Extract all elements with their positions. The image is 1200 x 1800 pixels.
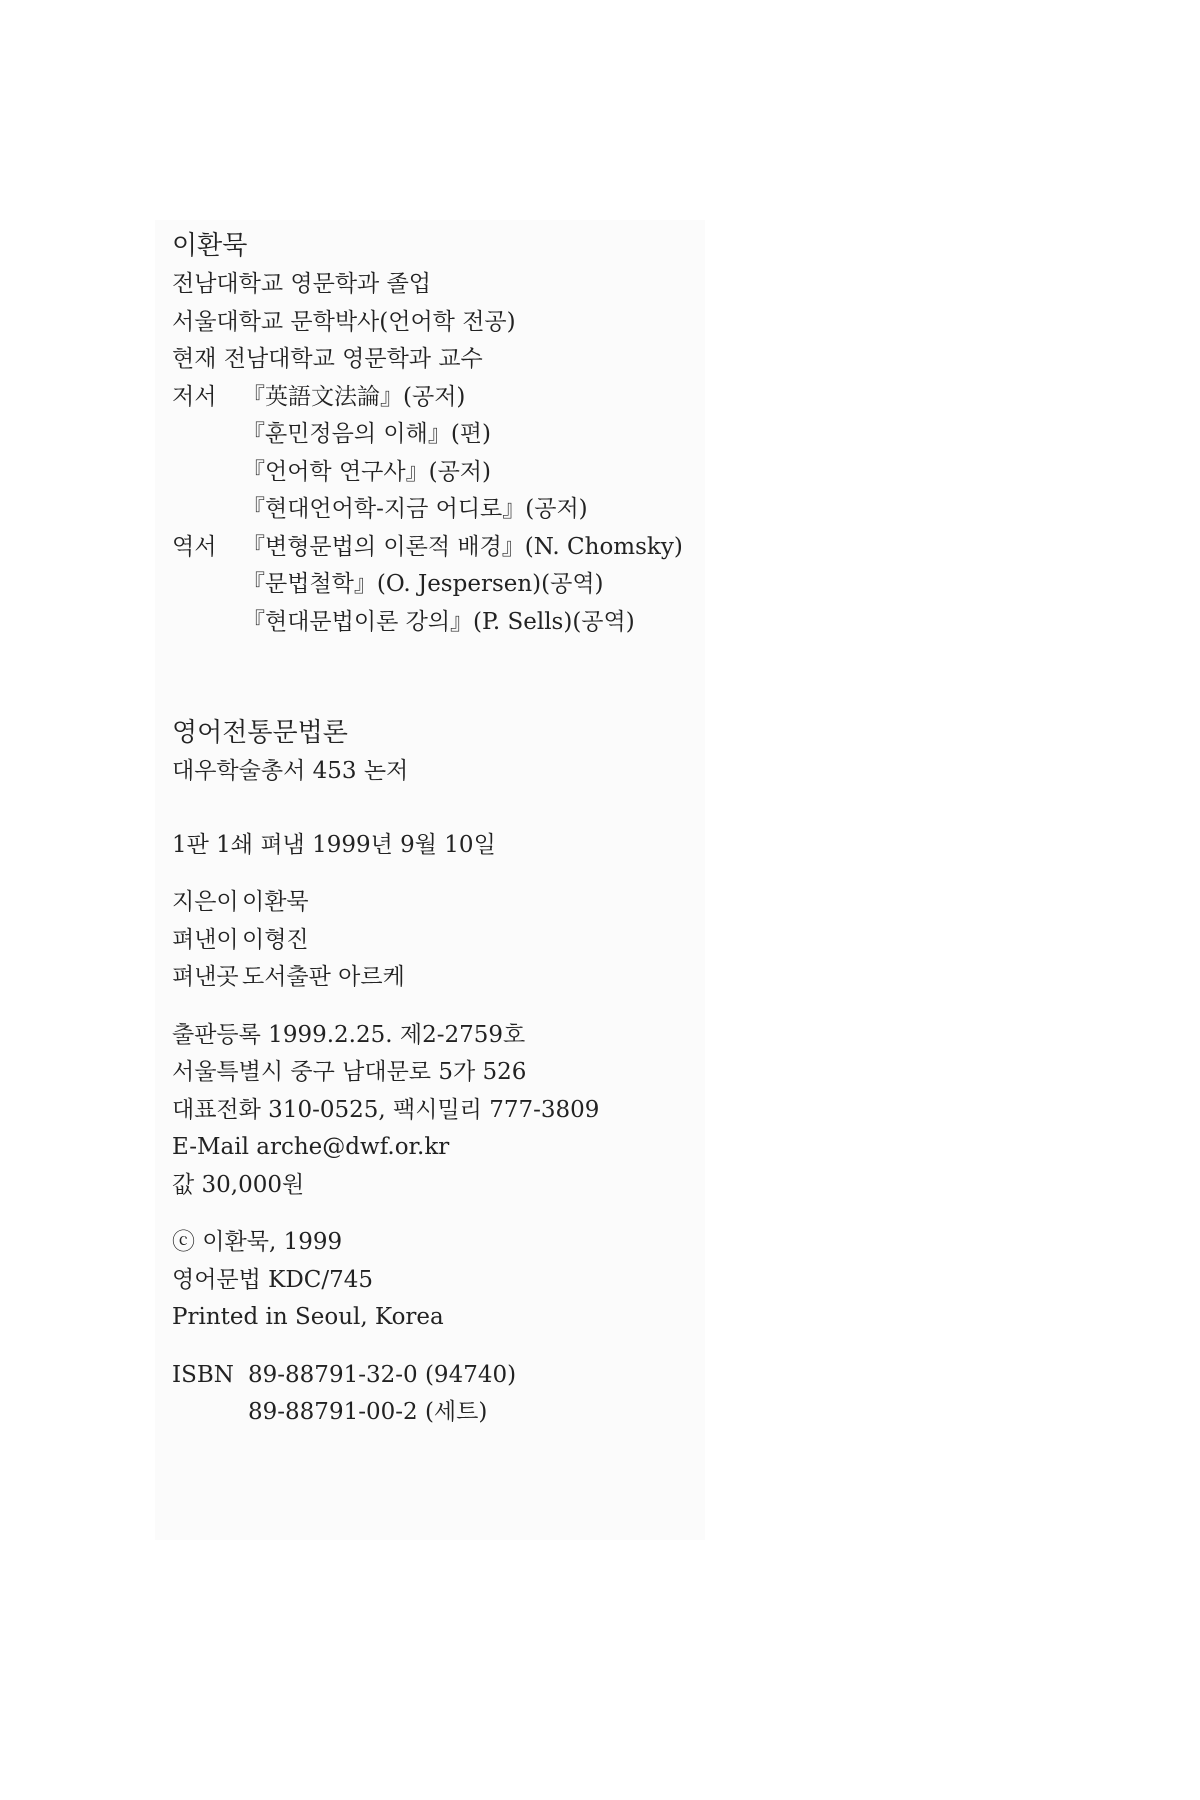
email-line: E-Mail arche@dwf.or.kr (172, 1134, 450, 1160)
author-block (172, 226, 732, 641)
author-bio-line: 현재 전남대학교 영문학과 교수 (172, 346, 483, 372)
isbn-block (172, 1357, 732, 1432)
credit-value: 이형진 (242, 926, 309, 953)
work-item: 『현대언어학-지금 어디로』(공저) (242, 496, 588, 522)
address-line: 서울특별시 중구 남대문로 5가 526 (172, 1059, 527, 1085)
spacer (172, 641, 732, 713)
credits-block (172, 884, 732, 997)
translations-label: 역서 (172, 533, 217, 560)
price-line: 값 30,000원 (172, 1171, 305, 1198)
isbn-value: 89-88791-00-2 (세트) (248, 1399, 488, 1425)
works-label: 저서 (172, 383, 217, 410)
book-series: 대우학술총서 453 논저 (172, 758, 409, 784)
credit-label: 지은이 (172, 889, 239, 915)
copyright-block (172, 1224, 732, 1337)
classification-line: 영어문법 KDC/745 (172, 1266, 374, 1293)
translation-item: 『문법철학』(O. Jespersen)(공역) (242, 571, 604, 597)
colophon (172, 226, 732, 1432)
isbn-label-spacer (172, 1394, 248, 1432)
work-item: 『英語文法論』(공저) (242, 383, 466, 410)
translation-item: 『변형문법의 이론적 배경』(N. Chomsky) (242, 533, 683, 560)
book-block (172, 713, 732, 791)
phone-line: 대표전화 310-0525, 팩시밀리 777-3809 (172, 1096, 600, 1123)
author-bio-line: 서울대학교 문학박사(언어학 전공) (172, 308, 516, 335)
spacer (172, 1337, 732, 1357)
copyright-line: ⓒ 이환묵, 1999 (172, 1229, 343, 1255)
isbn-value: 89-88791-32-0 (94740) (248, 1361, 517, 1388)
credit-label: 펴낸곳 (172, 964, 239, 990)
spacer (172, 791, 732, 827)
credit-row (172, 922, 732, 960)
author-name: 이환묵 (172, 231, 248, 261)
printed-in-line: Printed in Seoul, Korea (172, 1304, 444, 1330)
publisher-info-block (172, 1017, 732, 1205)
credit-row (172, 884, 732, 922)
credit-value: 도서출판 아르케 (242, 964, 405, 990)
isbn-row (172, 1357, 732, 1395)
work-item: 『언어학 연구사』(공저) (242, 458, 492, 485)
translations-row (172, 529, 732, 567)
spacer (172, 997, 732, 1017)
book-title: 영어전통문법론 (172, 718, 348, 748)
author-bio-line: 전남대학교 영문학과 졸업 (172, 271, 432, 297)
credit-label: 펴낸이 (172, 926, 239, 953)
edition-line: 1판 1쇄 펴냄 1999년 9월 10일 (172, 831, 496, 858)
translation-item: 『현대문법이론 강의』(P. Sells)(공역) (242, 608, 635, 635)
registration-line: 출판등록 1999.2.25. 제2-2759호 (172, 1021, 526, 1048)
credit-row (172, 959, 732, 997)
isbn-row (172, 1394, 732, 1432)
spacer (172, 1204, 732, 1224)
work-item: 『훈민정음의 이해』(편) (242, 421, 492, 447)
credit-value: 이환묵 (242, 889, 309, 915)
spacer (172, 864, 732, 884)
works-row (172, 379, 732, 417)
isbn-label: ISBN (172, 1361, 234, 1388)
